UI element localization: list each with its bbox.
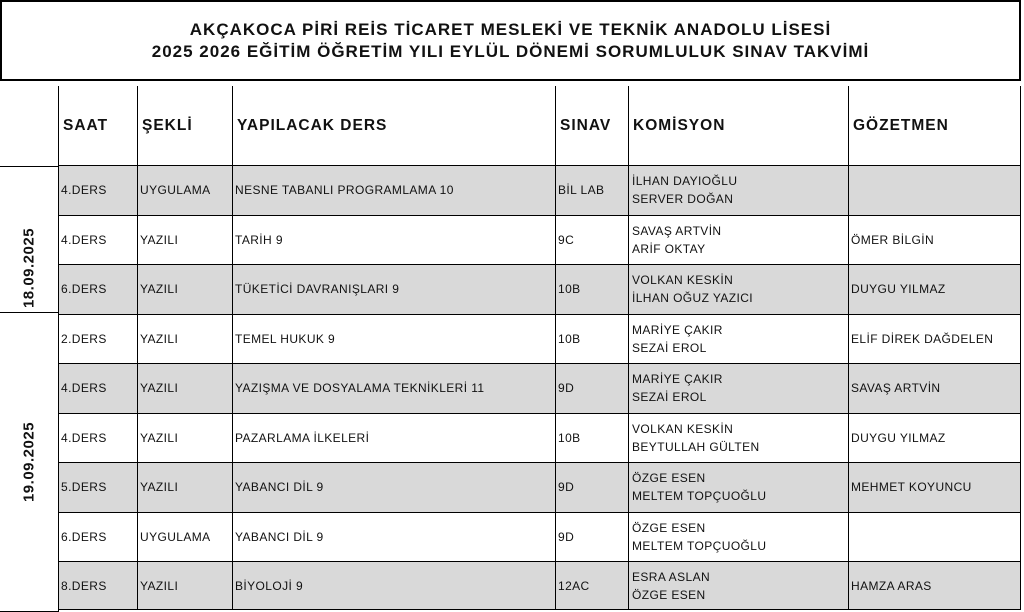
- schedule-subtitle: 2025 2026 EĞİTİM ÖĞRETİM YILI EYLÜL DÖNEMİ SORUMLULUK SINAV TAKVİMİ: [151, 41, 870, 61]
- row-8-gozetmen: [849, 513, 1021, 563]
- row-9-sinav: 12AC: [556, 562, 629, 610]
- row-2-sekli: YAZILI: [138, 216, 233, 266]
- row-7-sekli: YAZILI: [138, 463, 233, 513]
- row-5-sinav: 9D: [556, 364, 629, 414]
- row-3-komisyon-member-1: VOLKAN KESKİN: [632, 273, 734, 288]
- header-sekli: ŞEKLİ: [138, 86, 233, 166]
- header-saat: SAAT: [59, 86, 138, 166]
- row-3-ders: TÜKETİCİ DAVRANIŞLARI 9: [233, 265, 556, 315]
- row-2-sinav: 9C: [556, 216, 629, 266]
- header-ders: YAPILACAK DERS: [233, 86, 556, 166]
- row-9-komisyon-member-1: ESRA ASLAN: [632, 569, 711, 584]
- row-7-komisyon: [629, 463, 849, 513]
- header-gozetmen: GÖZETMEN: [849, 86, 1021, 166]
- row-2-komisyon-member-2: ARİF OKTAY: [632, 241, 706, 256]
- row-3-komisyon-member-2: İLHAN OĞUZ YAZICI: [632, 291, 754, 306]
- row-6-gozetmen: DUYGU YILMAZ: [849, 414, 1021, 464]
- row-3-sekli: YAZILI: [138, 265, 233, 315]
- header-blank-left: [0, 86, 59, 166]
- row-1-gozetmen: [849, 166, 1021, 216]
- row-1-saat: 4.DERS: [59, 166, 138, 216]
- row-8-sinav: 9D: [556, 513, 629, 563]
- date-cell-2: [0, 313, 59, 612]
- schedule-title-box: [0, 0, 1021, 81]
- row-8-komisyon: [629, 513, 849, 563]
- row-2-saat: 4.DERS: [59, 216, 138, 266]
- row-4-komisyon-member-2: SEZAİ EROL: [632, 340, 707, 355]
- row-5-ders: YAZIŞMA VE DOSYALAMA TEKNİKLERİ 11: [233, 364, 556, 414]
- row-4-saat: 2.DERS: [59, 315, 138, 365]
- row-9-ders: BİYOLOJİ 9: [233, 562, 556, 610]
- row-8-saat: 6.DERS: [59, 513, 138, 563]
- school-name-title: AKÇAKOCA PİRİ REİS TİCARET MESLEKİ VE TEKNİK ANADOLU LİSESİ: [189, 19, 832, 39]
- row-4-sekli: YAZILI: [138, 315, 233, 365]
- row-8-komisyon-member-1: ÖZGE ESEN: [632, 520, 706, 535]
- row-3-gozetmen: DUYGU YILMAZ: [849, 265, 1021, 315]
- row-9-komisyon-member-2: ÖZGE ESEN: [632, 587, 706, 602]
- row-5-gozetmen: SAVAŞ ARTVİN: [849, 364, 1021, 414]
- row-4-ders: TEMEL HUKUK 9: [233, 315, 556, 365]
- header-sinav: SINAV: [556, 86, 629, 166]
- row-3-sinav: 10B: [556, 265, 629, 315]
- row-8-komisyon-member-2: MELTEM TOPÇUOĞLU: [632, 538, 767, 553]
- row-5-komisyon-member-1: MARİYE ÇAKIR: [632, 372, 723, 387]
- row-5-sekli: YAZILI: [138, 364, 233, 414]
- row-5-komisyon-member-2: SEZAİ EROL: [632, 390, 707, 405]
- row-2-komisyon-member-1: SAVAŞ ARTVİN: [632, 223, 722, 238]
- row-7-sinav: 9D: [556, 463, 629, 513]
- date-label-2: 19.09.2025: [20, 421, 38, 503]
- row-7-komisyon-member-1: ÖZGE ESEN: [632, 471, 706, 486]
- date-label-1: 18.09.2025: [20, 227, 38, 308]
- row-2-ders: TARİH 9: [233, 216, 556, 266]
- row-2-komisyon: [629, 216, 849, 266]
- row-5-saat: 4.DERS: [59, 364, 138, 414]
- row-6-komisyon: [629, 414, 849, 464]
- header-komisyon: KOMİSYON: [629, 86, 849, 166]
- row-4-gozetmen: ELİF DİREK DAĞDELEN: [849, 315, 1021, 365]
- row-5-komisyon: [629, 364, 849, 414]
- row-8-sekli: UYGULAMA: [138, 513, 233, 563]
- row-2-gozetmen: ÖMER BİLGİN: [849, 216, 1021, 266]
- row-7-komisyon-member-2: MELTEM TOPÇUOĞLU: [632, 489, 767, 504]
- row-7-gozetmen: MEHMET KOYUNCU: [849, 463, 1021, 513]
- row-6-ders: PAZARLAMA İLKELERİ: [233, 414, 556, 464]
- date-cell-1: [0, 166, 59, 313]
- row-9-gozetmen: HAMZA ARAS: [849, 562, 1021, 610]
- row-4-sinav: 10B: [556, 315, 629, 365]
- row-9-komisyon: [629, 562, 849, 610]
- row-4-komisyon: [629, 315, 849, 365]
- row-9-sekli: YAZILI: [138, 562, 233, 610]
- row-6-komisyon-member-2: BEYTULLAH GÜLTEN: [632, 439, 760, 454]
- row-1-sekli: UYGULAMA: [138, 166, 233, 216]
- row-1-ders: NESNE TABANLI PROGRAMLAMA 10: [233, 166, 556, 216]
- row-6-komisyon-member-1: VOLKAN KESKİN: [632, 421, 734, 436]
- row-3-saat: 6.DERS: [59, 265, 138, 315]
- row-7-ders: YABANCI DİL 9: [233, 463, 556, 513]
- row-1-sinav: BİL LAB: [556, 166, 629, 216]
- row-6-saat: 4.DERS: [59, 414, 138, 464]
- row-1-komisyon-member-2: SERVER DOĞAN: [632, 192, 734, 207]
- row-1-komisyon-member-1: İLHAN DAYIOĞLU: [632, 174, 738, 189]
- row-8-ders: YABANCI DİL 9: [233, 513, 556, 563]
- row-9-saat: 8.DERS: [59, 562, 138, 610]
- row-1-komisyon: [629, 166, 849, 216]
- row-4-komisyon-member-1: MARİYE ÇAKIR: [632, 322, 723, 337]
- row-7-saat: 5.DERS: [59, 463, 138, 513]
- row-3-komisyon: [629, 265, 849, 315]
- row-6-sekli: YAZILI: [138, 414, 233, 464]
- row-6-sinav: 10B: [556, 414, 629, 464]
